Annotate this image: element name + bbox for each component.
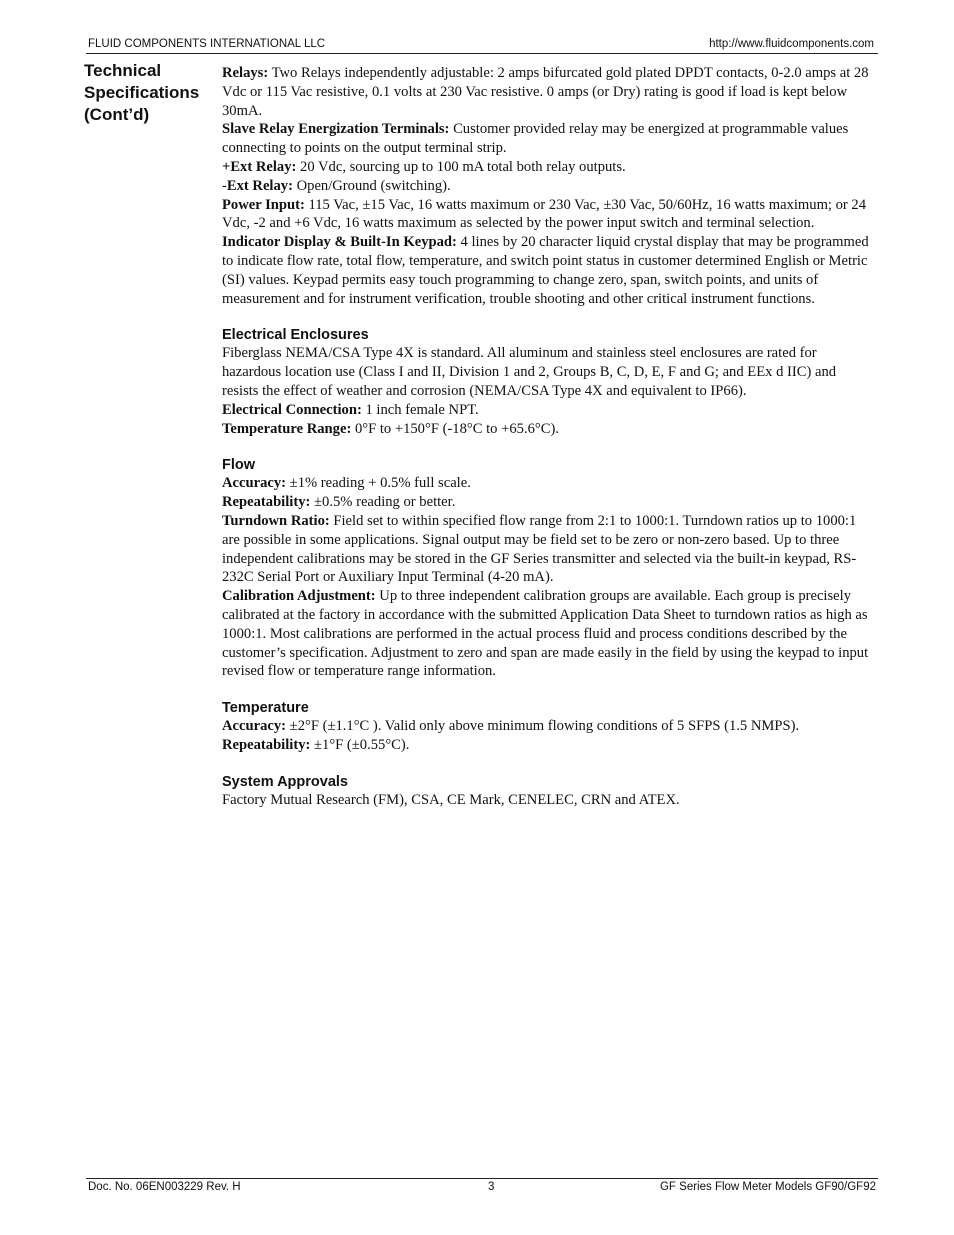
enclosures-heading: Electrical Enclosures xyxy=(222,327,369,344)
indicator-label: Indicator Display & Built-In Keypad: xyxy=(222,234,457,251)
page-number: 3 xyxy=(488,1181,495,1193)
flow-heading: Flow xyxy=(222,457,256,474)
enclosures-paragraph: Fiberglass NEMA/CSA Type 4X is standard. All aluminum and stainless steel enclosures are rated for hazardous location use (Class I and II, Division 1 and 2, Groups B, C, D, E, F and G; and EEx d IIC) and resists the effect of weather and corrosion (NEMA/CSA Type 4X and equivalent to IP66). xyxy=(222,345,837,399)
spec-content xyxy=(222,64,872,810)
flow-accuracy-label: Accuracy: xyxy=(222,475,287,492)
ext-relay-minus-paragraph xyxy=(222,177,872,196)
slave-relay-text: Customer provided relay may be energized at programmable values connecting to points on the output terminal strip. xyxy=(222,121,849,157)
ext-relay-plus-label: +Ext Relay: xyxy=(222,158,297,175)
company-url: http://www.fluidcomponents.com xyxy=(709,38,874,50)
indicator-text: 4 lines by 20 character liquid crystal display that may be programmed to indicate flow rate, total flow, temperature, and switch point status in customer determined English or Metric (SI) values. Keypad permits easy touch programming to change zero, span, switch points, and units of measurement and for instrument verification, trouble shooting and other critical instrument functions. xyxy=(222,234,869,307)
page-footer xyxy=(86,1178,878,1197)
turndown-text: Field set to within specified flow range from 2:1 to 1000:1. Turndown ratios up to 1000:1 are possible in some applications. Signal output may be field set to be zero or non-zero based. Up to three independent calibrations may be stored in the GF Series transmitter and selected via the built-in keypad, RS-232C Serial Port or Auxiliary Input Terminal (4-20 mA). xyxy=(222,512,857,586)
turndown-label: Turndown Ratio: xyxy=(222,512,330,529)
temp-repeatability-label: Repeatability: xyxy=(222,736,311,753)
power-input-label: Power Input: xyxy=(222,196,305,213)
calibration-text: Up to three independent calibration groups are available. Each group is precisely calibrated at the factory in accordance with the submitted Application Data Sheet to turndown ratios as high as 1000:1. Most calibrations are performed in the actual process fluid and process conditions described by the customer’s specification. Adjustment to zero and span are made easily in the field by using the keypad to input revised flow or temperature range information. xyxy=(222,588,869,680)
temp-accuracy-label: Accuracy: xyxy=(222,718,287,735)
ext-relay-minus-prefix: - xyxy=(222,177,227,194)
temp-accuracy-paragraph xyxy=(222,717,872,736)
temp-repeatability-paragraph xyxy=(222,736,872,755)
side-title-line: Technical xyxy=(84,61,162,80)
page-header xyxy=(86,37,878,54)
temperature-range-label: Temperature Range: xyxy=(222,420,352,437)
turndown-paragraph xyxy=(222,512,872,587)
power-input-paragraph xyxy=(222,196,872,234)
approvals-heading: System Approvals xyxy=(222,773,348,790)
temperature-range-paragraph xyxy=(222,420,872,439)
relays-paragraph xyxy=(222,64,872,120)
flow-repeatability-label: Repeatability: xyxy=(222,494,311,511)
section-side-title xyxy=(84,60,214,126)
flow-accuracy-text: ±1% reading + 0.5% full scale. xyxy=(286,475,471,492)
approvals-paragraph: Factory Mutual Research (FM), CSA, CE Mark, CENELEC, CRN and ATEX. xyxy=(222,791,680,808)
slave-relay-label: Slave Relay Energization Terminals: xyxy=(222,121,450,138)
ext-relay-minus-label: Ext Relay: xyxy=(226,177,293,194)
electrical-connection-text: 1 inch female NPT. xyxy=(361,401,479,418)
flow-repeatability-text: ±0.5% reading or better. xyxy=(310,494,456,511)
temperature-heading: Temperature xyxy=(222,700,309,717)
company-name: FLUID COMPONENTS INTERNATIONAL LLC xyxy=(88,38,326,50)
ext-relay-minus-text: Open/Ground (switching). xyxy=(292,177,451,194)
power-input-text: 115 Vac, ±15 Vac, 16 watts maximum or 230 Vac, ±30 Vac, 50/60Hz, 16 watts maximum; or 24 Vdc, -2 and +6 Vdc, 16 watts maximum as selected by the power input switch and terminal selection. xyxy=(222,196,867,232)
flow-repeatability-paragraph xyxy=(222,493,872,512)
temp-accuracy-text: ±2°F (±1.1°C ). Valid only above minimum flowing conditions of 5 SFPS (1.5 NMPS). xyxy=(286,718,800,735)
document-number: Doc. No. 06EN003229 Rev. H xyxy=(88,1181,241,1193)
indicator-paragraph xyxy=(222,233,872,308)
relays-text: Two Relays independently adjustable: 2 amps bifurcated gold plated DPDT contacts, 0-2.0 amps at 28 Vdc or 115 Vac resistive, 0.1 volts at 230 Vac resistive. 0 amps (or Dry) rating is good if load is kept below 30mA. xyxy=(222,65,869,119)
ext-relay-plus-paragraph xyxy=(222,158,872,177)
electrical-connection-label: Electrical Connection: xyxy=(222,401,362,418)
relays-label: Relays: xyxy=(222,65,269,81)
slave-relay-paragraph xyxy=(222,120,872,158)
temperature-range-text: 0°F to +150°F (-18°C to +65.6°C). xyxy=(351,420,559,437)
side-title-line: Specifications xyxy=(84,83,200,102)
flow-accuracy-paragraph xyxy=(222,474,872,493)
ext-relay-plus-text: 20 Vdc, sourcing up to 100 mA total both relay outputs. xyxy=(296,158,626,175)
product-model: GF Series Flow Meter Models GF90/GF92 xyxy=(659,1181,876,1193)
calibration-paragraph xyxy=(222,587,872,681)
calibration-label: Calibration Adjustment: xyxy=(222,588,376,605)
temp-repeatability-text: ±1°F (±0.55°C). xyxy=(310,736,410,753)
side-title-line: (Cont’d) xyxy=(84,105,150,124)
electrical-connection-paragraph xyxy=(222,401,872,420)
